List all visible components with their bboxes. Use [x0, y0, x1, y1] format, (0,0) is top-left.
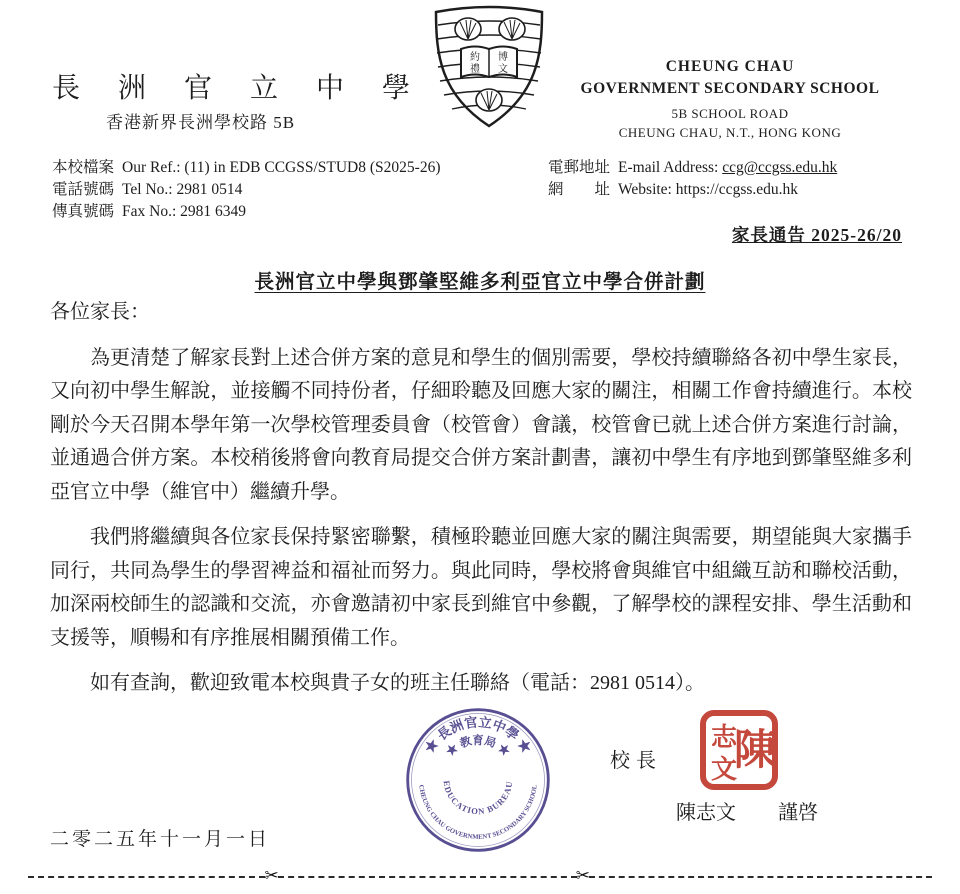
shell-icon — [476, 89, 502, 111]
stamp-arc-bureau-zh: ★ 教育局 ★ — [444, 734, 512, 759]
website-value: Website: https://ccgss.edu.hk — [618, 181, 799, 198]
shell-icon — [499, 18, 525, 40]
school-header-en — [552, 56, 908, 143]
scissors-icon: ✂ — [575, 866, 590, 886]
cut-line-dash — [278, 876, 577, 878]
scissors-icon: ✂ — [264, 866, 279, 886]
paragraph-2: 我們將繼續與各位家長保持緊密聯繫，積極聆聽並回應大家的關注與需要，期望能與大家攜手同行，共同為學生的學習裨益和福祉而努力。與此同時，學校將會與維官中組織互訪和聯校活動，加深兩校師生的認識和交流，亦會邀請初中家長到維官中參觀，了解學校的課程安排、學生活動和支援等，順暢和有序推展相關預備工作。 — [50, 526, 912, 649]
book-motto-char: 約 — [470, 52, 480, 63]
school-address-zh: 香港新界長洲學校路 5B — [106, 113, 296, 132]
svg-text:EDUCATION BUREAU — [442, 780, 515, 816]
paragraph-1: 為更清楚了解家長對上述合併方案的意見和學生的個別需要，學校持續聯絡各初中學生家長，又向初中學生解說，並接觸不同持份者，仔細聆聽及回應大家的關注，相關工作會持續進行。本校剛於今天召開本學年第一次學校管理委員會（校管會）會議，校管會已就上述合併方案進行討論，並通過合併方案。本校稍後將會向教育局提交合併方案計劃書，讓初中學生有序地到鄧肇堅維多利亞官立中學（維官中）繼續升學。 — [50, 346, 912, 503]
contact-left-column — [52, 157, 441, 223]
email-row — [548, 157, 837, 179]
fax-row — [52, 201, 441, 223]
svg-text:★ 教育局 ★ — [444, 733, 513, 759]
seal-char-bottom-left: 文 — [710, 755, 738, 784]
email-prefix: E-mail Address: — [618, 159, 723, 176]
cut-line-dash — [28, 876, 265, 878]
school-round-stamp — [398, 704, 558, 856]
email-value: ccg@ccgss.edu.hk — [722, 159, 838, 176]
contact-right-column — [548, 157, 837, 201]
signature-row — [676, 796, 818, 825]
ref-row — [52, 157, 441, 179]
notice-number: 家長通告 2025-26/20 — [731, 225, 902, 245]
book-motto-char: 禮 — [470, 64, 480, 75]
stamp-arc-school-zh: ★ 長洲官立中學 ★ — [421, 714, 535, 756]
school-crest-icon — [430, 2, 548, 130]
website-label: 網 址 — [548, 181, 611, 198]
stamp-arc-school-en: CHEUNG CHAU GOVERNMENT SECONDARY SCHOOL — [417, 784, 539, 841]
letter-body — [50, 296, 912, 701]
stamp-arc-bureau-en: EDUCATION BUREAU — [441, 779, 515, 817]
open-book-icon — [461, 47, 517, 78]
seal-char-top-left: 志 — [710, 723, 738, 752]
fax-value: Fax No.: 2981 6349 — [122, 203, 247, 220]
seal-char-right: 陳 — [733, 728, 777, 774]
cut-line-dash — [589, 876, 932, 878]
closing-phrase: 謹啓 — [778, 802, 818, 824]
school-address-en-line1: 5B SCHOOL ROAD — [671, 105, 789, 121]
shell-icon — [455, 18, 481, 40]
ref-label: 本校檔案 — [52, 159, 115, 176]
school-name-en-line1: CHEUNG CHAU — [665, 58, 795, 75]
salutation: 各位家長： — [50, 301, 150, 323]
tel-row — [52, 179, 441, 201]
fax-label: 傳真號碼 — [52, 203, 115, 220]
book-motto-char: 博 — [498, 52, 508, 63]
principal-name-seal — [698, 708, 780, 792]
email-label: 電郵地址 — [548, 159, 611, 176]
book-motto-char: 文 — [498, 64, 508, 75]
website-row — [548, 179, 837, 201]
letter-date: 二零二五年十一月一日 — [50, 829, 271, 850]
principal-name: 陳志文 — [676, 802, 736, 824]
tel-label: 電話號碼 — [52, 181, 115, 198]
cut-line — [28, 868, 932, 885]
ref-value: Our Ref.: (11) in EDB CCGSS/STUD8 (S2025-26) — [122, 159, 441, 176]
school-address-en-line2: CHEUNG CHAU, N.T., HONG KONG — [618, 124, 842, 140]
school-name-zh: 長洲官立中學 — [52, 73, 449, 104]
school-name-en-line2: GOVERNMENT SECONDARY SCHOOL — [580, 80, 880, 98]
tel-value: Tel No.: 2981 0514 — [122, 181, 243, 198]
letter-title: 長洲官立中學與鄧肇堅維多利亞官立中學合併計劃 — [254, 272, 706, 293]
principal-label: 校長 — [610, 750, 662, 772]
paragraph-3: 如有查詢，歡迎致電本校與貴子女的班主任聯絡（電話：2981 0514）。 — [90, 672, 705, 694]
